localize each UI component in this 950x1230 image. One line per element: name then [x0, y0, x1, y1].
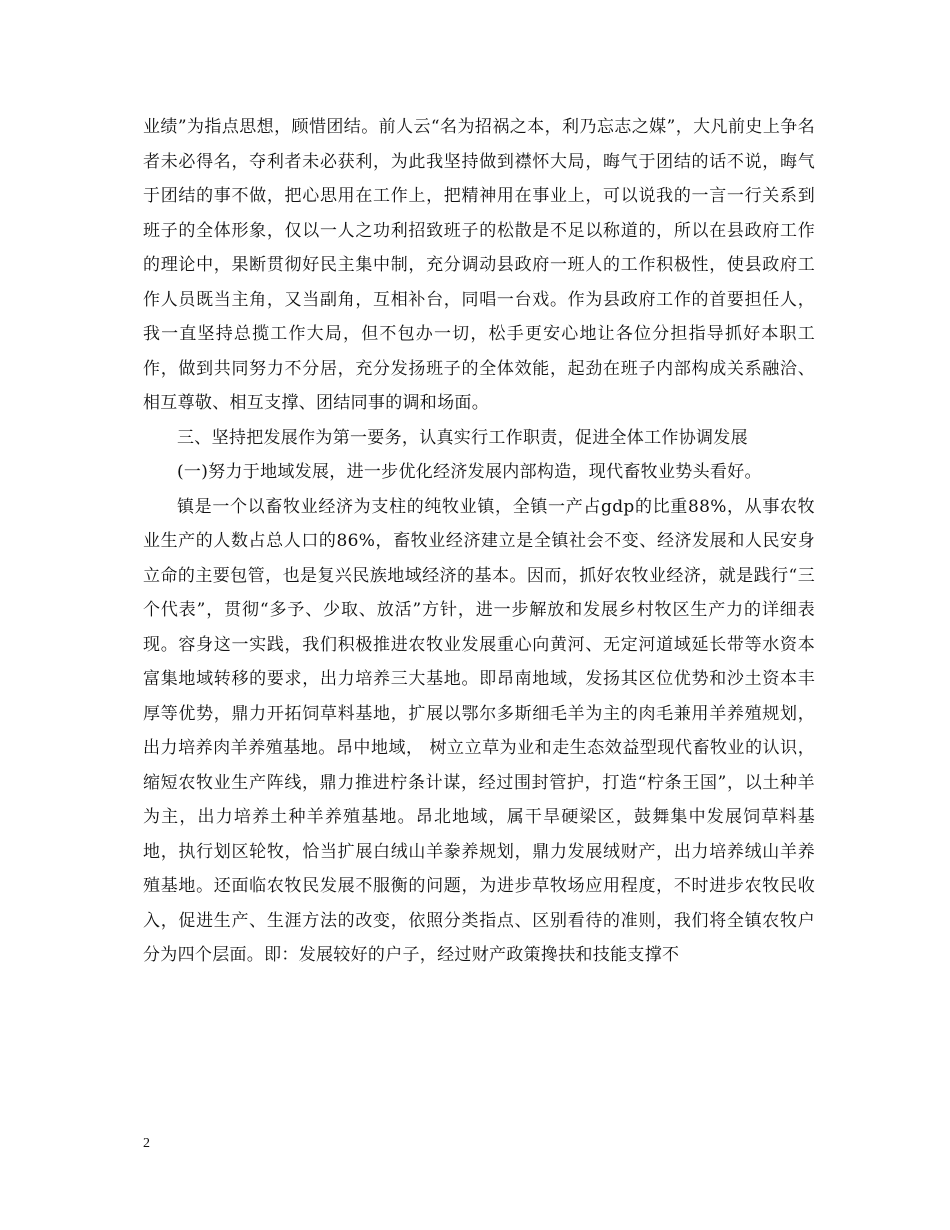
page-number: 2: [143, 1136, 150, 1151]
subsection-heading-one: (一)努力于地域发展，进一步优化经济发展内部构造，现代畜牧业势头看好。: [177, 462, 762, 482]
paragraph-animal-husbandry: 镇是一个以畜牧业经济为支柱的纯牧业镇，全镇一产占gdp的比重88%，从事农牧业生产的人数占总人口的86%，畜牧业经济建立是全镇社会不变、经济发展和人民安身立命的主要包管，也是复兴民族地域经济的基本。因而，抓好农牧业经济，就是践行“三个代表”，贯彻“多予、少取、放活”方针，进一步解放和发展乡村牧区生产力的详细表现。容身这一实践，我们积极推进农牧业发展重心向黄河、无定河道域延长带等水资本富集地域转移的要求，出力培养三大基地。即昂南地域，发扬其区位优势和沙土资本丰厚等优势，鼎力开拓饲草料基地，扩展以鄂尔多斯细毛羊为主的肉毛兼用羊养殖规划，出力培养肉羊养殖基地。昂中地域， 树立立草为业和走生态效益型现代畜牧业的认识，缩短农牧业生产阵线，鼎力推进柠条计谋，经过围封管护，打造“柠条王国”，以土种羊为主，出力培养土种羊养殖基地。昂北地域，属干旱硬梁区，鼓舞集中发展饲草料基地，执行划区轮牧，恰当扩展白绒山羊豢养规划，鼎力发展绒财产，出力培养绒山羊养殖基地。还面临农牧民发展不服衡的问题，为进步草牧场应用程度，不时进步农牧民收入，促进生产、生涯方法的改变，依照分类指点、区别看待的准则，我们将全镇农牧户分为四个层面。即：发展较好的户子，经过财产政策搀扶和技能支撑不: [143, 496, 815, 965]
document-body: [143, 110, 815, 973]
section-heading-three: 三、坚持把发展作为第一要务，认真实行工作职责，促进全体工作协调发展: [177, 427, 748, 448]
paragraph-continuation: 业绩”为指点思想，顾惜团结。前人云“名为招祸之本，利乃忘志之媒”，大凡前史上争名者未必得名，夺利者未必获利，为此我坚持做到襟怀大局，晦气于团结的话不说，晦气于团结的事不做，把心思用在工作上，把精神用在事业上，可以说我的一言一行关系到班子的全体形象，仅以一人之功利招致班子的松散是不足以称道的，所以在县政府工作的理论中，果断贯彻好民主集中制，充分调动县政府一班人的工作积极性，使县政府工作人员既当主角，又当副角，互相补台，同唱一台戏。作为县政府工作的首要担任人，我一直坚持总揽工作大局，但不包办一切，松手更安心地让各位分担指导抓好本职工作，做到共同努力不分居，充分发扬班子的全体效能，起劲在班子内部构成关系融洽、相互尊敬、相互支撑、团结同事的调和场面。: [143, 117, 815, 413]
